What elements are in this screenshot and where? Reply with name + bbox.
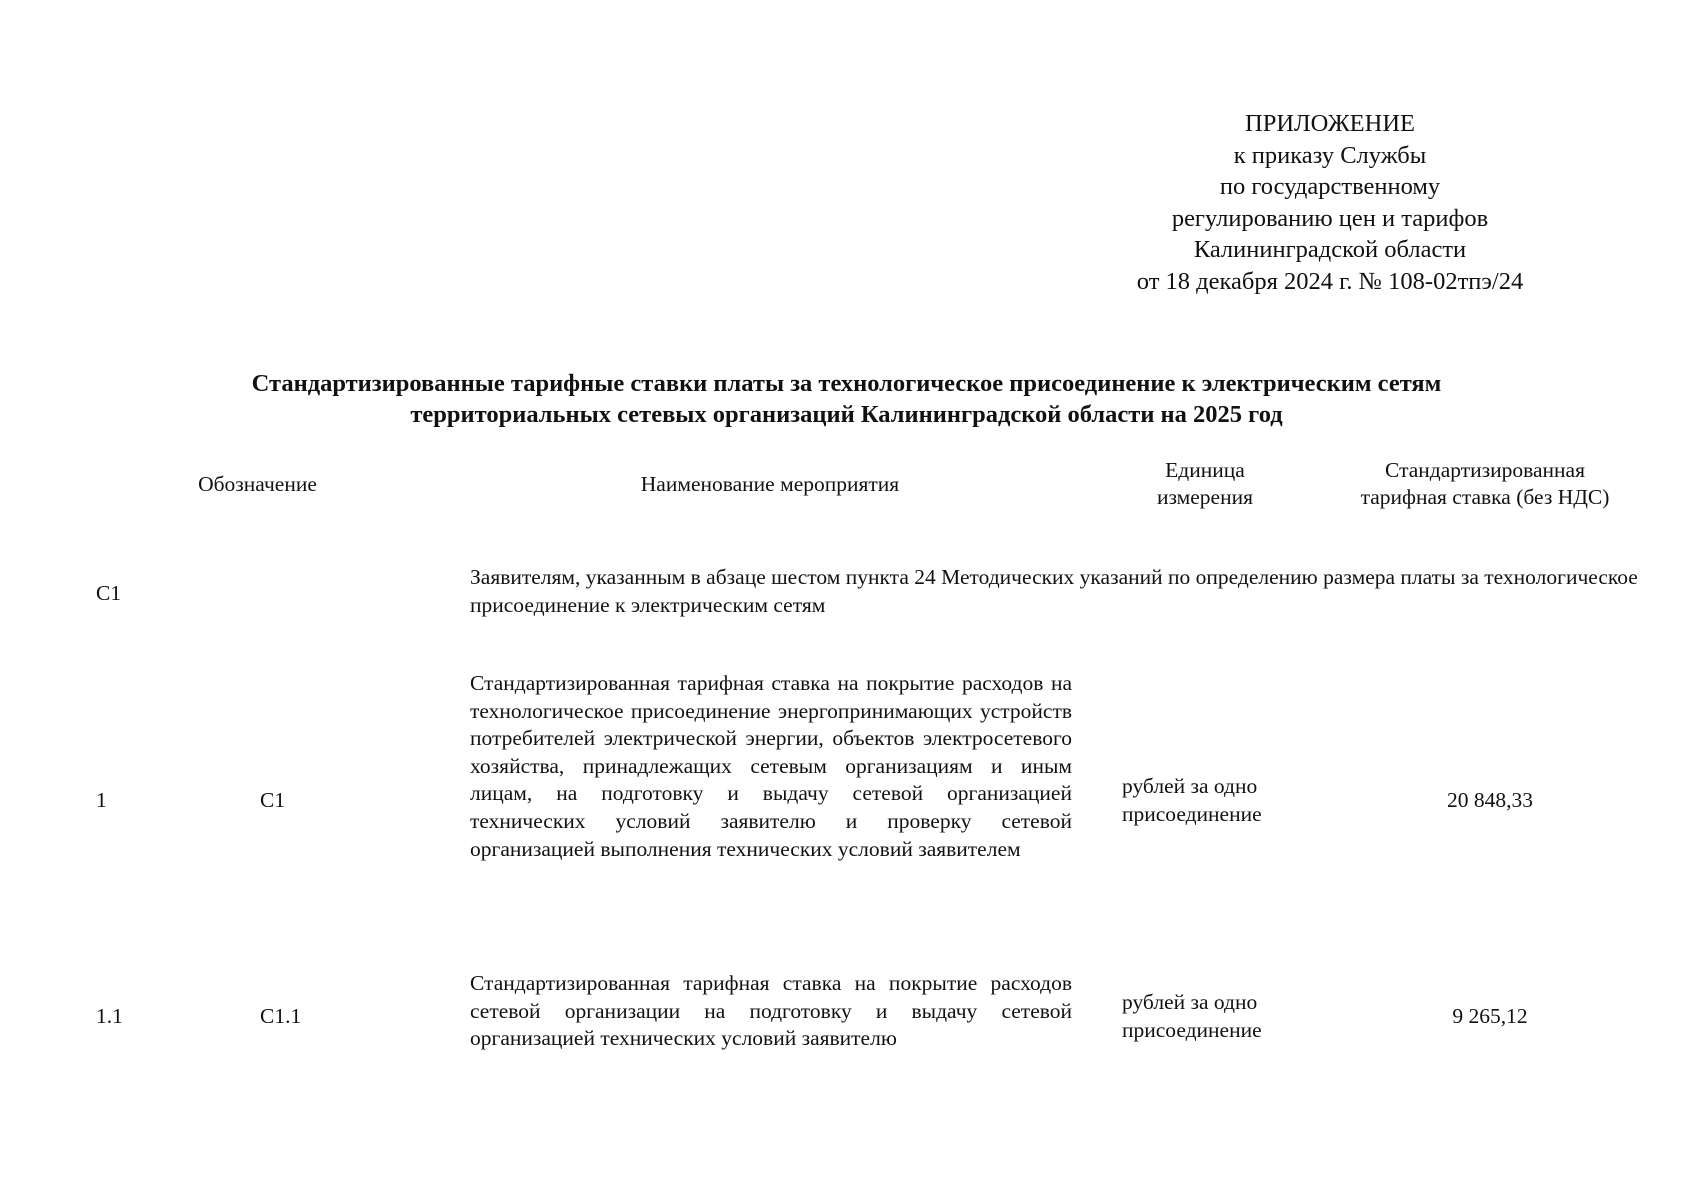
agency-line-2: регулированию цен и тарифов: [1171, 204, 1489, 232]
row-code: С1.1: [260, 1004, 302, 1028]
row-unit-line-1: рублей за одно: [1122, 774, 1258, 798]
column-header-unit: [1120, 457, 1290, 511]
row-unit-line-1: рублей за одно: [1122, 990, 1258, 1014]
row-unit-line-2: присоединение: [1122, 801, 1262, 826]
row-unit-line-2: присоединение: [1122, 1017, 1262, 1042]
agency-line-1: по государственному: [1219, 173, 1441, 200]
appendix-header: [1060, 108, 1600, 297]
row-unit: [1122, 773, 1322, 828]
row-rate: 9 265,12: [1452, 1004, 1528, 1028]
row-number: 1.1: [96, 1004, 123, 1028]
row-rate: 20 848,33: [1447, 788, 1533, 812]
order-date-number: от 18 декабря 2024 г. № 108-02тпэ/24: [1136, 267, 1524, 295]
column-header-unit-line-2: измерения: [1156, 485, 1254, 509]
section-description: Заявителям, указанным в абзаце шестом пункта 24 Методических указаний по определению размера платы за технологическое присоединение к электрическим сетям: [470, 565, 1638, 617]
row-unit: [1122, 989, 1322, 1044]
section-code: С1: [96, 581, 122, 605]
row-description: Стандартизированная тарифная ставка на покрытие расходов на технологическое присоединение энергопринимающих устройств потребителей электрической энергии, объектов электросетевого хозяйства, принадлежащих сетевым организациям и иным лицам, на подготовку и выдачу сетевой организацией технических условий заявителю и проверку сетевой организацией выполнения технических условий заявителем: [470, 671, 1072, 861]
order-reference-line: к приказу Службы: [1233, 141, 1427, 169]
document-title-line-1: Стандартизированные тарифные ставки платы за технологическое присоединение к электрическим сетям: [251, 370, 1442, 397]
column-header-rate-line-1: Стандартизированная: [1385, 458, 1585, 482]
row-number: 1: [96, 788, 107, 812]
column-header-code: Обозначение: [198, 472, 317, 496]
document-title-line-2: территориальных сетевых организаций Калининградской области на 2025 год: [410, 401, 1283, 428]
row-description: Стандартизированная тарифная ставка на покрытие расходов сетевой организации на подготовку и выдачу сетевой организацией технических условий заявителю: [470, 971, 1072, 1051]
agency-line-3: Калининградской области: [1193, 236, 1467, 263]
appendix-label: ПРИЛОЖЕНИЕ: [1245, 110, 1415, 137]
column-header-rate-line-2: тарифная ставка (без НДС): [1360, 485, 1610, 509]
document-title: [60, 368, 1633, 430]
column-header-name: Наименование мероприятия: [640, 472, 900, 496]
column-header-rate: [1320, 457, 1650, 511]
column-header-unit-line-1: Единица: [1165, 458, 1245, 482]
row-code: С1: [260, 788, 286, 812]
